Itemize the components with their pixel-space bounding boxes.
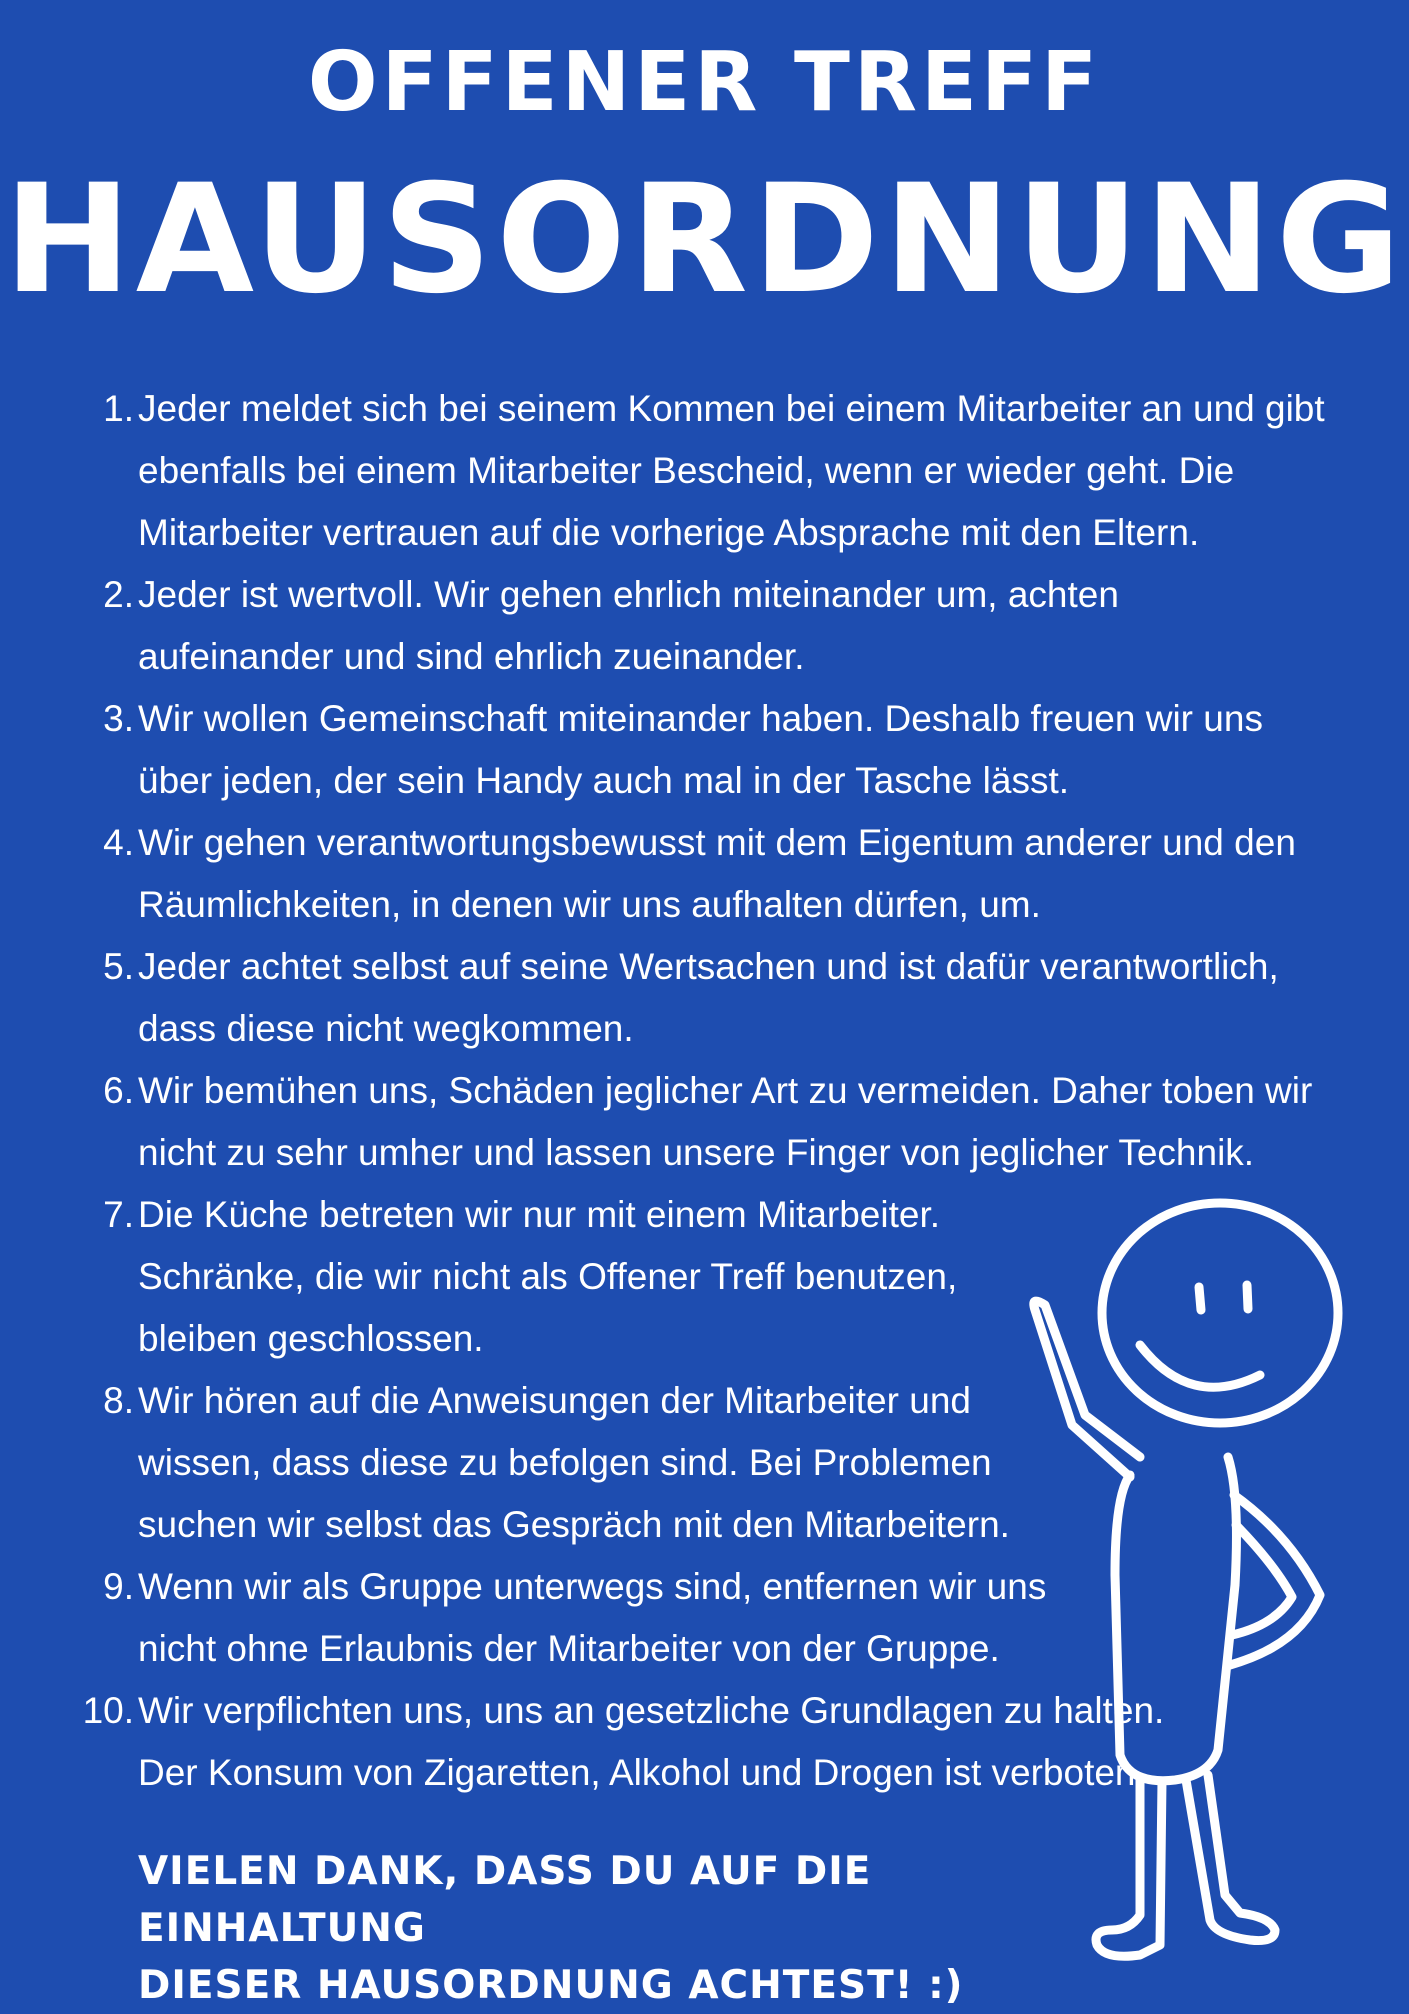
rule-text: Jeder achtet selbst auf seine Wertsachen und ist dafür verantwortlich, dass diese nicht wegkommen. (138, 946, 1279, 1049)
rule-number: 8. (103, 1380, 134, 1421)
rule-number: 9. (103, 1566, 134, 1607)
rule-text: Wir wollen Gemeinschaft miteinander haben. Deshalb freuen wir uns über jeden, der sein Handy auch mal in der Tasche lässt. (138, 698, 1263, 801)
page-title: HAUSORDNUNG (3, 153, 1406, 327)
rule-item (80, 688, 1360, 812)
thank-you-line: VIELEN DANK, DASS DU AUF DIE EINHALTUNG (138, 1849, 872, 1951)
rule-text: Wenn wir als Gruppe unterwegs sind, entfernen wir uns nicht ohne Erlaubnis der Mitarbeiter von der Gruppe. (138, 1566, 1047, 1669)
rule-item (80, 1060, 1360, 1184)
rule-text: Die Küche betreten wir nur mit einem Mitarbeiter. Schränke, die wir nicht als Offener Treff benutzen, bleiben geschlossen. (138, 1194, 958, 1359)
rule-text: Wir hören auf die Anweisungen der Mitarbeiter und wissen, dass diese zu befolgen sind. Bei Problemen suchen wir selbst das Gespräch mit den Mitarbeitern. (138, 1380, 1010, 1545)
rule-item (80, 378, 1360, 564)
page-subtitle: OFFENER TREFF (307, 35, 1102, 130)
thank-you-note (138, 1843, 1098, 2014)
rule-text: Jeder meldet sich bei seinem Kommen bei einem Mitarbeiter an und gibt ebenfalls bei einem Mitarbeiter Bescheid, wenn er wieder geht. Die Mitarbeiter vertrauen auf die vorherige Absprache mit den Eltern. (138, 388, 1325, 553)
rule-item (80, 936, 1360, 1060)
rule-number: 1. (103, 388, 134, 429)
rule-text: Wir bemühen uns, Schäden jeglicher Art zu vermeiden. Daher toben wir nicht zu sehr umher und lassen unsere Finger von jeglicher Technik. (138, 1070, 1313, 1173)
rule-number: 6. (103, 1070, 134, 1111)
thank-you-line: DIESER HAUSORDNUNG ACHTEST! :) (138, 1963, 964, 2008)
rule-item (80, 812, 1360, 936)
rule-number: 4. (103, 822, 134, 863)
rule-text: Jeder ist wertvoll. Wir gehen ehrlich miteinander um, achten aufeinander und sind ehrlich zueinander. (138, 574, 1119, 677)
rule-number: 5. (103, 946, 134, 987)
rule-number: 10. (82, 1690, 134, 1731)
rule-number: 3. (103, 698, 134, 739)
rule-number: 2. (103, 574, 134, 615)
waving-stick-figure-icon (1000, 1195, 1360, 1975)
rule-text: Wir gehen verantwortungsbewusst mit dem Eigentum anderer und den Räumlichkeiten, in denen wir uns aufhalten dürfen, um. (138, 822, 1296, 925)
rule-text: Wir verpflichten uns, uns an gesetzliche Grundlagen zu halten. Der Konsum von Zigaretten, Alkohol und Drogen ist verboten. (138, 1690, 1165, 1793)
rule-number: 7. (103, 1194, 134, 1235)
rule-item (80, 564, 1360, 688)
